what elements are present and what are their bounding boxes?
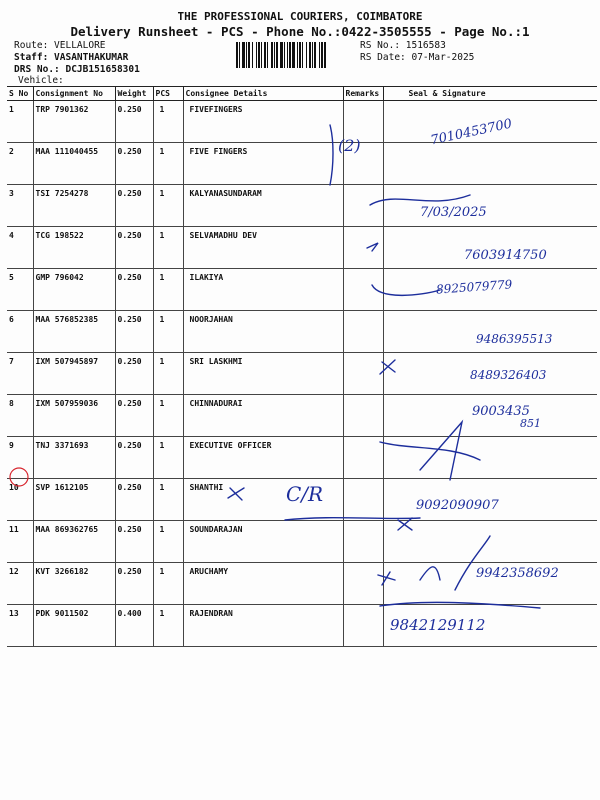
cell-weight: 0.250 bbox=[115, 101, 153, 143]
cell-consignee: ILAKIYA bbox=[183, 269, 343, 311]
cell-consignment: TCG 198522 bbox=[33, 227, 115, 269]
signature-row-3: 7/03/2025 bbox=[420, 205, 487, 220]
company-title: THE PROFESSIONAL COURIERS, COIMBATORE bbox=[177, 10, 423, 23]
cell-pcs: 1 bbox=[153, 479, 183, 521]
cell-weight: 0.250 bbox=[115, 311, 153, 353]
col-header-consignee: Consignee Details bbox=[183, 87, 343, 101]
cell-consignment: SVP 1612105 bbox=[33, 479, 115, 521]
signature-row-5: 8925079779 bbox=[435, 277, 513, 297]
cell-sno: 3 bbox=[7, 185, 33, 227]
cell-consignment: TRP 7901362 bbox=[33, 101, 115, 143]
cell-weight: 0.250 bbox=[115, 395, 153, 437]
signature-row-8-extra: 851 bbox=[520, 417, 541, 430]
cell-pcs: 1 bbox=[153, 521, 183, 563]
col-header-consignment: Consignment No bbox=[33, 87, 115, 101]
cell-consignee: NOORJAHAN bbox=[183, 311, 343, 353]
cell-sno: 10 bbox=[7, 479, 33, 521]
signature-row-7: 8489326403 bbox=[470, 368, 547, 382]
cell-consignee: KALYANASUNDARAM bbox=[183, 185, 343, 227]
cell-consignment: KVT 3266182 bbox=[33, 563, 115, 605]
signature-row-1-2: 7010453700 bbox=[429, 116, 514, 149]
remark-row-10: C/R bbox=[286, 482, 324, 506]
cell-consignment: MAA 576852385 bbox=[33, 311, 115, 353]
cell-consignee: RAJENDRAN bbox=[183, 605, 343, 647]
handwritten-note-rows-1-2: (2) bbox=[338, 136, 361, 155]
col-header-remarks: Remarks bbox=[343, 87, 383, 101]
cell-pcs: 1 bbox=[153, 311, 183, 353]
cell-pcs: 1 bbox=[153, 353, 183, 395]
cell-sno: 11 bbox=[7, 521, 33, 563]
cell-consignee: SOUNDARAJAN bbox=[183, 521, 343, 563]
rs-number: RS No.: 1516583 bbox=[360, 40, 446, 51]
cell-consignee: ARUCHAMY bbox=[183, 563, 343, 605]
cell-sno: 13 bbox=[7, 605, 33, 647]
cell-sno: 8 bbox=[7, 395, 33, 437]
cell-weight: 0.400 bbox=[115, 605, 153, 647]
cell-weight: 0.250 bbox=[115, 479, 153, 521]
staff-label: Staff: VASANTHAKUMAR bbox=[14, 52, 129, 63]
cell-consignee: EXECUTIVE OFFICER bbox=[183, 437, 343, 479]
cell-sno: 5 bbox=[7, 269, 33, 311]
cell-weight: 0.250 bbox=[115, 185, 153, 227]
cell-consignment: GMP 796042 bbox=[33, 269, 115, 311]
cell-pcs: 1 bbox=[153, 437, 183, 479]
signature-row-10: 9092090907 bbox=[416, 498, 499, 513]
cell-consignee: FIVE FINGERS bbox=[183, 143, 343, 185]
signature-row-6: 9486395513 bbox=[476, 332, 553, 346]
cell-consignment: MAA 111040455 bbox=[33, 143, 115, 185]
route-label: Route: VELLALORE bbox=[14, 40, 106, 51]
vehicle-label: Vehicle: bbox=[18, 75, 64, 86]
cell-consignment: MAA 869362765 bbox=[33, 521, 115, 563]
cell-consignee: FIVEFINGERS bbox=[183, 101, 343, 143]
col-header-signature: Seal & Signature bbox=[383, 87, 597, 101]
cell-sno: 1 bbox=[7, 101, 33, 143]
cell-weight: 0.250 bbox=[115, 227, 153, 269]
cell-consignment: PDK 9011502 bbox=[33, 605, 115, 647]
cell-sno: 12 bbox=[7, 563, 33, 605]
cell-weight: 0.250 bbox=[115, 563, 153, 605]
cell-consignment: IXM 507959036 bbox=[33, 395, 115, 437]
signature-row-12: 9942358692 bbox=[476, 566, 559, 581]
cell-weight: 0.250 bbox=[115, 353, 153, 395]
cell-consignment: IXM 507945897 bbox=[33, 353, 115, 395]
signature-row-4: 7603914750 bbox=[464, 248, 547, 263]
cell-consignment: TSI 7254278 bbox=[33, 185, 115, 227]
cell-pcs: 1 bbox=[153, 605, 183, 647]
cell-pcs: 1 bbox=[153, 395, 183, 437]
cell-consignee: SHANTHI bbox=[183, 479, 343, 521]
col-header-pcs: PCS bbox=[153, 87, 183, 101]
cell-consignment: TNJ 3371693 bbox=[33, 437, 115, 479]
runsheet-subtitle: Delivery Runsheet - PCS - Phone No.:0422-3505555 - Page No.:1 bbox=[70, 24, 530, 39]
cell-pcs: 1 bbox=[153, 143, 183, 185]
cell-pcs: 1 bbox=[153, 269, 183, 311]
cell-weight: 0.250 bbox=[115, 521, 153, 563]
cell-sno: 9 bbox=[7, 437, 33, 479]
col-header-sno: S No bbox=[7, 87, 33, 101]
cell-consignee: CHINNADURAI bbox=[183, 395, 343, 437]
cell-consignee: SRI LASKHMI bbox=[183, 353, 343, 395]
signature-row-13: 9842129112 bbox=[390, 616, 486, 634]
cell-pcs: 1 bbox=[153, 101, 183, 143]
cell-pcs: 1 bbox=[153, 227, 183, 269]
cell-sno: 6 bbox=[7, 311, 33, 353]
signature-row-8: 9003435 bbox=[472, 404, 530, 419]
cell-weight: 0.250 bbox=[115, 143, 153, 185]
cell-consignee: SELVAMADHU DEV bbox=[183, 227, 343, 269]
col-header-weight: Weight bbox=[115, 87, 153, 101]
drs-number: DRS No.: DCJB151658301 bbox=[14, 64, 140, 75]
cell-pcs: 1 bbox=[153, 185, 183, 227]
cell-sno: 7 bbox=[7, 353, 33, 395]
cell-pcs: 1 bbox=[153, 563, 183, 605]
cell-sno: 2 bbox=[7, 143, 33, 185]
cell-sno: 4 bbox=[7, 227, 33, 269]
rs-date: RS Date: 07-Mar-2025 bbox=[360, 52, 475, 63]
cell-weight: 0.250 bbox=[115, 437, 153, 479]
cell-weight: 0.250 bbox=[115, 269, 153, 311]
